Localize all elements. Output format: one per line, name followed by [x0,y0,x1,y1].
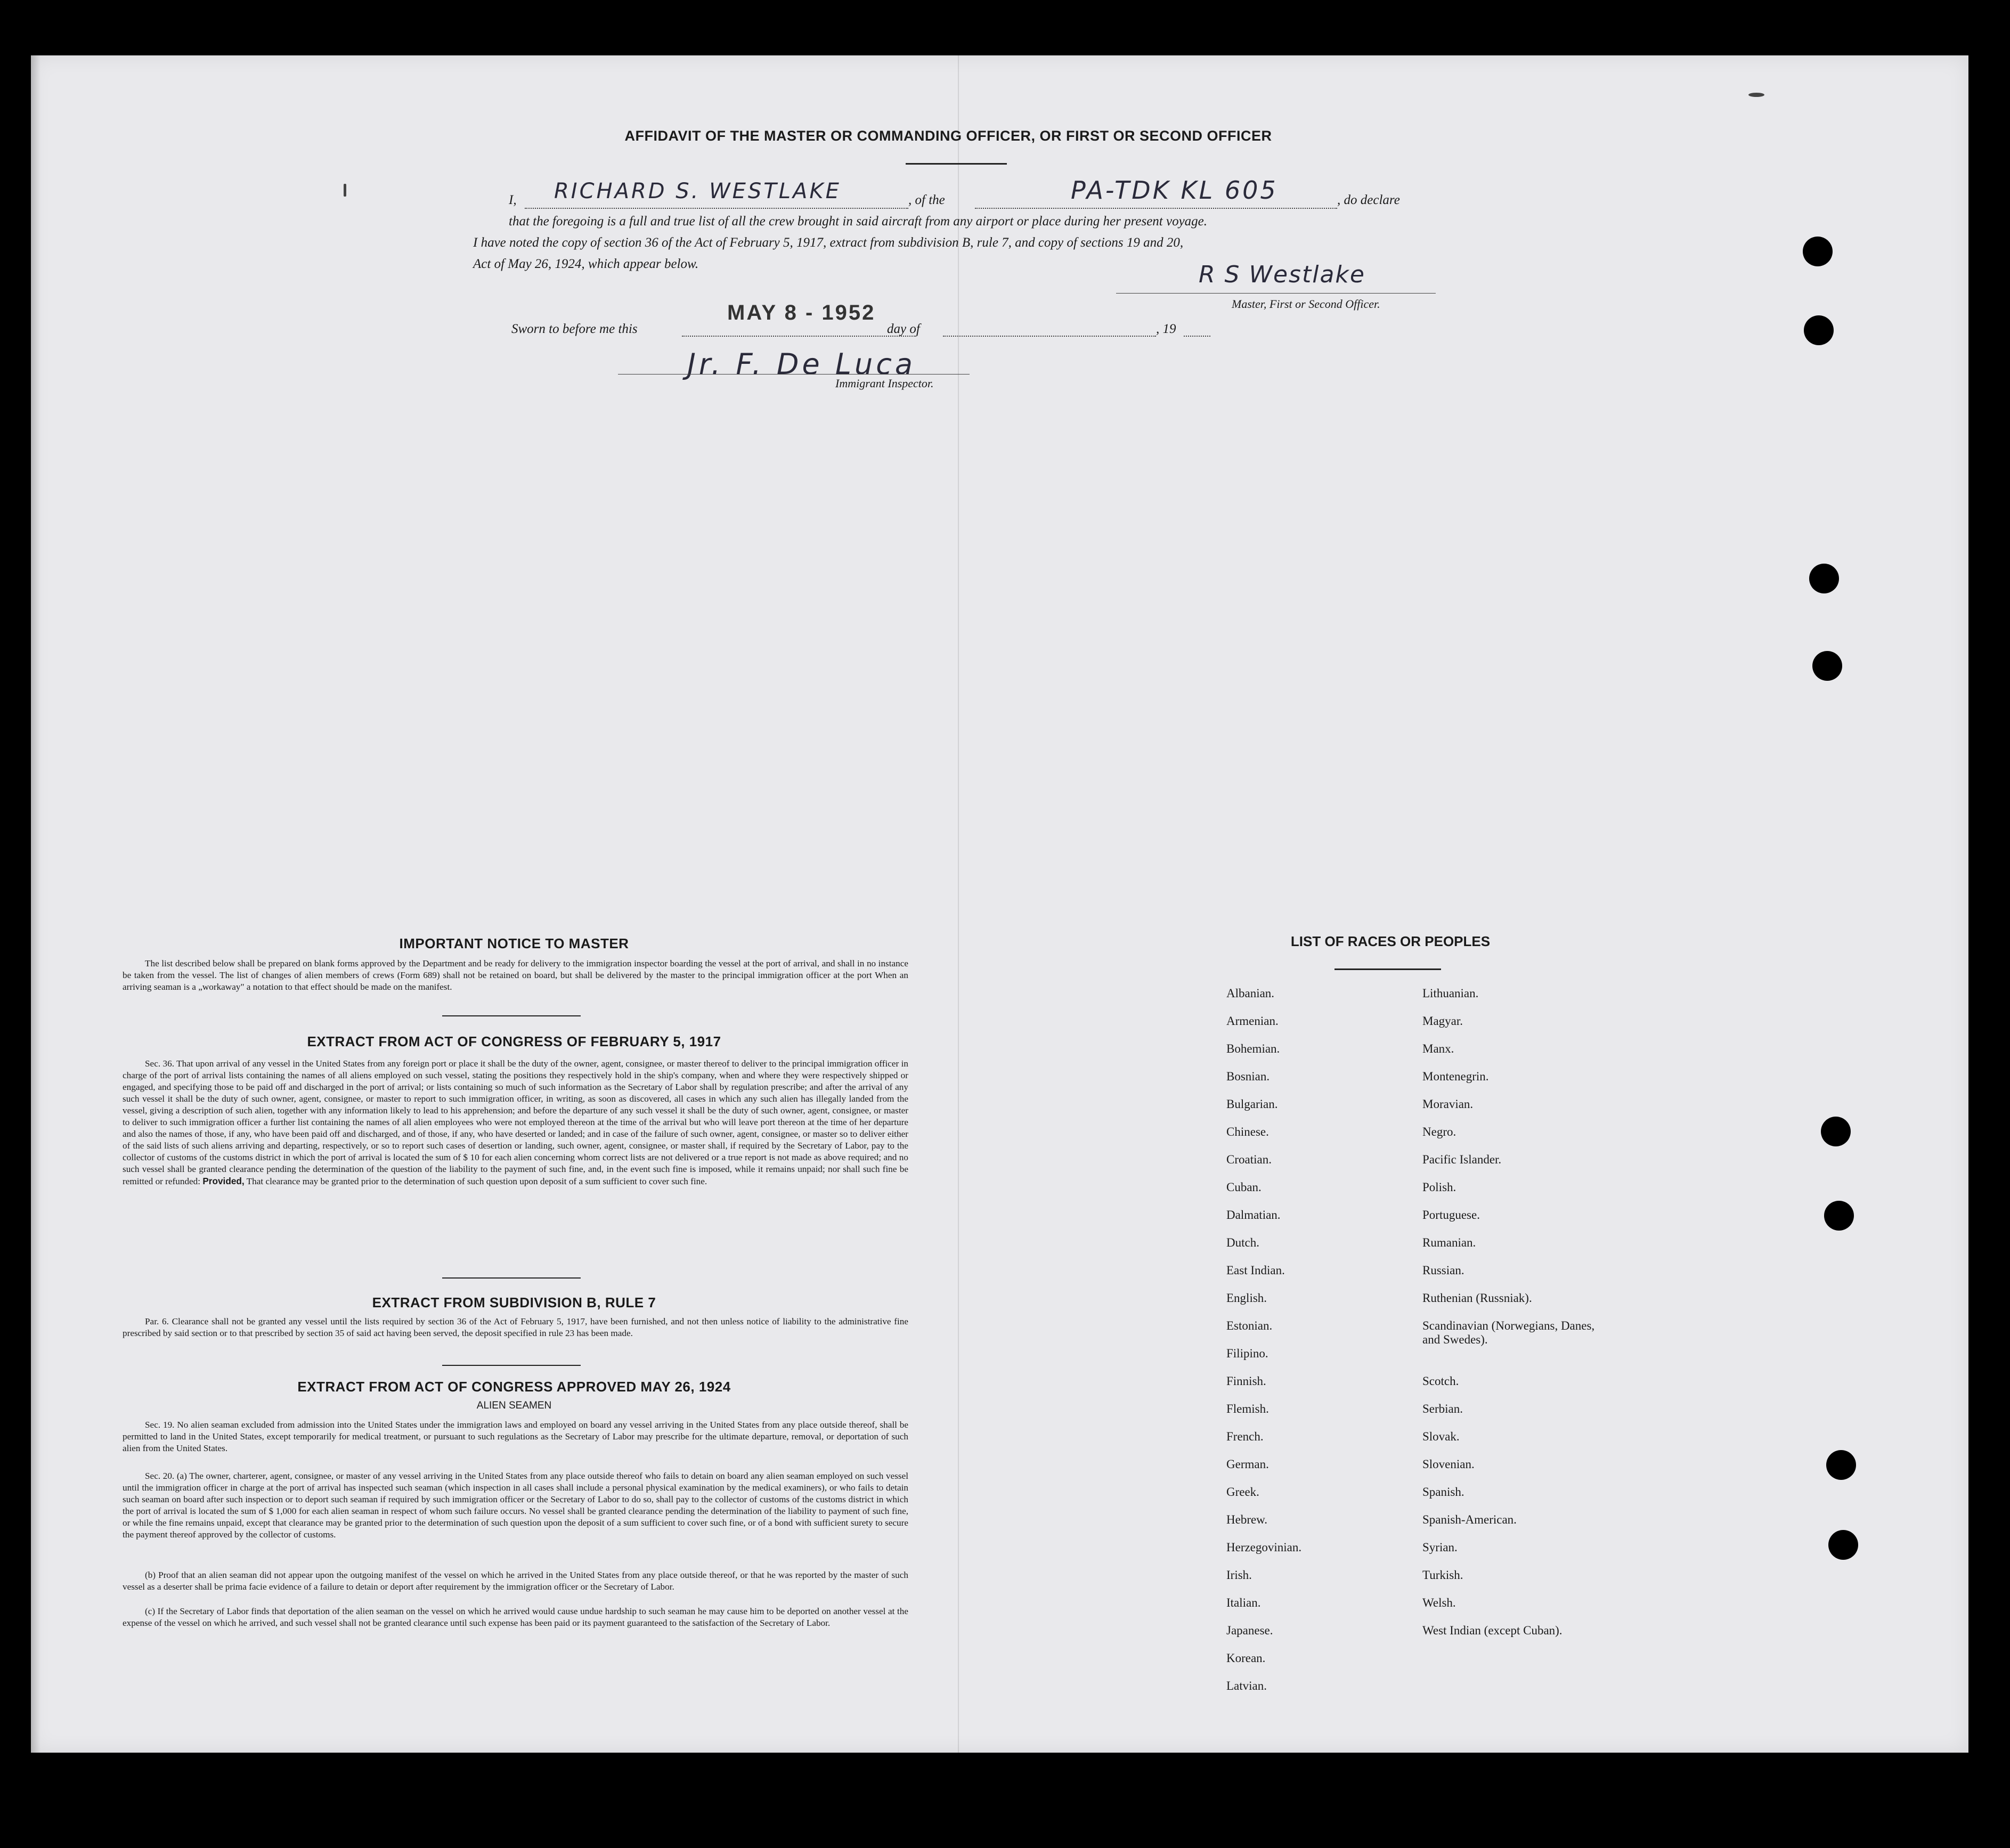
ink-speck [1748,93,1764,97]
race-item: Japanese. [1226,1624,1273,1637]
race-item: West Indian (except Cuban). [1422,1624,1563,1637]
sworn-month-line [943,336,1156,337]
races-title-rule [1334,968,1441,970]
race-item: Pacific Islander. [1422,1153,1502,1166]
extract-rule7-text: Par. 6. Clearance shall not be granted any vessel until the lists required by section 36 of the Act of February 5, 1917, have been furnished, and not then unless notice of liability to the administrative fine prescribed by said section or to that prescribed by section 35 of said act having been served, the deposit specified in rule 23 has been made. [123,1316,908,1338]
race-item: Chinese. [1226,1125,1269,1138]
race-item: Manx. [1422,1042,1454,1055]
race-item: Magyar. [1422,1014,1463,1028]
extract-1917-rule [442,1277,581,1279]
inspector-signature-caption: Immigrant Inspector. [835,377,934,390]
race-item: Croatian. [1226,1153,1272,1166]
race-item: Serbian. [1422,1402,1463,1415]
extract-1917-text [123,1058,908,1187]
extract-1924-subtitle: ALIEN SEAMEN [476,1400,552,1411]
extract-1917-title: EXTRACT FROM ACT OF CONGRESS OF FEBRUARY 5, 1917 [307,1033,721,1049]
extract-1917-provided: Provided, [202,1176,245,1186]
race-item: English. [1226,1291,1267,1305]
sworn-day-of: day of [887,322,920,336]
extract-1924-title: EXTRACT FROM ACT OF CONGRESS APPROVED MAY 26, 1924 [297,1379,731,1395]
affidavit-line-3: I have noted the copy of section 36 of the Act of February 5, 1917, extract from subdivision B, rule 7, and copy of sections 19 and 20, [473,235,1184,250]
races-title: LIST OF RACES OR PEOPLES [1290,933,1491,949]
race-item: French. [1226,1430,1264,1443]
race-item: Dutch. [1226,1236,1259,1249]
race-item: Finnish. [1226,1374,1266,1388]
extract-1924-sec20c: (c) If the Secretary of Labor finds that deportation of the alien seaman on the vessel on which he arrived would cause undue hardship to such seaman he may cause him to be deported on another vessel at the expense of the vessel on which he arrived, and such vessel shall not be granted clearance until such expense has been paid or its payment guaranteed to the satisfaction of the Secretary of Labor. [123,1606,908,1628]
race-item: Korean. [1226,1651,1266,1665]
race-item: Herzegovinian. [1226,1541,1302,1554]
affidavit-line-2: that the foregoing is a full and true list of all the crew brought in said aircraft from any airport or place during her present voyage. [509,214,1208,229]
race-item: Irish. [1226,1568,1252,1582]
race-item: Negro. [1422,1125,1456,1138]
race-item: Bulgarian. [1226,1097,1278,1111]
race-item: Russian. [1422,1264,1464,1277]
sworn-year: , 19 [1156,322,1176,336]
extract-rule7-title: EXTRACT FROM SUBDIVISION B, RULE 7 [372,1295,656,1310]
master-signature-line [1116,293,1436,294]
race-item: Armenian. [1226,1014,1279,1028]
punch-hole [1821,1117,1851,1146]
race-item: Slovak. [1422,1430,1460,1443]
race-item: German. [1226,1458,1269,1471]
race-item: Slovenian. [1422,1458,1475,1471]
affidavit-line-1-of: , of the [908,193,945,207]
aircraft-fill-line [975,208,1337,209]
extract-1917-text-before: Sec. 36. That upon arrival of any vessel in the United States from any foreign port or place it shall be the duty of the owner, agent, consignee, or master thereof to deliver to the principal immigration officer in charge of the port of arrival lists containing the names of all aliens employed on such vessel, stating the positions they respectively hold in the ship's company, when and where they were respectively shipped or engaged, and specifying those to be paid off and discharged in the port of arrival; or lists containing so much of such information as the Secretary of Labor shall by regulation prescribe; and after the arrival of any such vessel it shall be the duty of such owner, agent, consignee, or master to report to such immigration officer, in writing, as soon as discovered, all cases in which any such alien has illegally landed from the vessel, giving a description of such alien, together with any information likely to lead to his apprehension; and before the departure of any such vessel it shall be the duty of such owner, agent, consignee, or master to deliver to such immigration officer a further list containing the names of all alien employees who were not employed thereon at the time of the arrival but who will leave port thereon at the time of her departure and also the names of those, if any, who have been paid off and discharged, and of those, if any, who have deserted or landed; and in case of the failure of such owner, agent, consignee, or master so to deliver either of the said lists of such aliens arriving and departing, respectively, or so to report such cases of desertion or landing, such owner, agent, consignee, or master shall, if required by the Secretary of Labor, pay to the collector of customs of the customs district in which the port of arrival is located the sum of $ 10 for each alien concerning whom correct lists are not delivered or a true report is not made as above required; and no such vessel shall be granted clearance pending the determination of the question of the liability to the payment of such fine, and, in the event such fine is imposed, while it remains unpaid; nor shall such fine be remitted or refunded: [123,1059,908,1186]
punch-hole [1803,237,1833,266]
race-item: Scandinavian (Norwegians, Danes, and Swedes). [1422,1319,1595,1346]
race-item: Estonian. [1226,1319,1273,1332]
race-item: Spanish-American. [1422,1513,1517,1526]
affidavit-line-1-suffix: , do declare [1337,193,1400,207]
punch-hole [1824,1201,1854,1231]
punch-hole [1804,315,1834,345]
race-item: Albanian. [1226,987,1275,1000]
race-item: Syrian. [1422,1541,1458,1554]
extract-1924-sec19: Sec. 19. No alien seaman excluded from admission into the United States under the immigration laws and employed on board any vessel arriving in the United States from any place outside thereof, shall be permitted to land in the United States, except temporarily for medical treatment, or pursuant to such regulations as the Secretary of Labor may prescribe for the ultimate departure, removal, or deportation of such alien from the United States. [123,1420,908,1453]
affidavit-line-4: Act of May 26, 1924, which appear below. [473,257,699,271]
master-signature-caption: Master, First or Second Officer. [1232,297,1380,311]
race-item: Rumanian. [1422,1236,1476,1249]
race-item: Filipino. [1226,1347,1268,1360]
race-item: Cuban. [1226,1181,1262,1194]
punch-hole [1812,651,1842,681]
race-item: Latvian. [1226,1679,1267,1692]
extract-1924-sec20a: Sec. 20. (a) The owner, charterer, agent, consignee, or master of any vessel arriving in the United States from any place outside thereof who fails to detain on board any alien seaman employed on such vessel until the immigration officer in charge at the port of arrival has inspected such seaman (which inspection in all cases shall include a personal physical examination by the medical examiners), or who fails to detain such seaman on board after such inspection or to deport such seaman if required by such immigration officer or the Secretary of Labor to do so, shall pay to the collector of customs of the customs district in which the port of arrival is located the sum of $ 1,000 for each alien seaman in respect of whom such failure occurs. No vessel shall be granted clearance pending the determination of the liability to payment of such fine, or while the fine remains unpaid, except that clearance may be granted prior to the determination of such question upon the deposit of a sum sufficient to cover such fine, or of a bond with sufficient surety to secure the payment thereof approved by the collector of customs. [123,1471,908,1540]
race-item: Bosnian. [1226,1070,1270,1083]
sworn-date-line [682,336,916,337]
inspector-signature: Jr. F. De Luca [687,347,916,381]
race-item: Montenegrin. [1422,1070,1489,1083]
race-item: Greek. [1226,1485,1259,1499]
race-item: Moravian. [1422,1097,1474,1111]
affidavit-title: AFFIDAVIT OF THE MASTER OR COMMANDING OFFICER, OR FIRST OR SECOND OFFICER [624,128,1272,144]
race-item: Scotch. [1422,1374,1459,1388]
sworn-prefix: Sworn to before me this [511,322,638,336]
master-name-handwritten: RICHARD S. WESTLAKE [554,179,841,203]
race-item: Bohemian. [1226,1042,1280,1055]
inspector-signature-line [618,374,970,375]
extract-1924-sec20b: (b) Proof that an alien seaman did not appear upon the outgoing manifest of the vessel on which he arrived in the United States from any place outside thereof, or that he was reported by the master of such vessel as a deserter shall be prima facie evidence of a failure to detain or deport after requirement by the immigration officer or the Secretary of Labor. [123,1570,908,1592]
race-item: Welsh. [1422,1596,1456,1609]
sworn-year-line [1184,336,1210,337]
ink-speck [344,184,346,197]
punch-hole [1826,1450,1856,1480]
sworn-date-stamp: MAY 8 - 1952 [727,301,876,324]
race-item: Italian. [1226,1596,1261,1609]
notice-text: The list described below shall be prepared on blank forms approved by the Department and be ready for delivery to the immigration inspector boarding the vessel at the port of arrival, and shall in no instance be taken from the vessel. The list of changes of alien members of crews (Form 689) shall not be retained on board, but shall be delivered by the master to the principal immigration officer at the port When an arriving seaman is a „workaway" a notation to that effect should be made on the manifest. [123,958,908,992]
name-fill-line [525,208,908,209]
center-fold [958,55,959,1753]
race-item: Spanish. [1422,1485,1464,1499]
punch-hole [1809,564,1839,593]
race-item: Turkish. [1422,1568,1463,1582]
race-item: Flemish. [1226,1402,1269,1415]
notice-rule [442,1015,581,1016]
affidavit-line-1-prefix: I, [509,193,517,207]
affidavit-title-rule [906,163,1007,165]
sheet-edge-shadow [31,55,40,1753]
master-signature: R S Westlake [1199,261,1365,288]
notice-title: IMPORTANT NOTICE TO MASTER [399,935,629,951]
aircraft-handwritten: PA-TDK KL 605 [1071,176,1278,205]
race-item: Ruthenian (Russniak). [1422,1291,1532,1305]
punch-hole [1828,1530,1858,1560]
race-item: Hebrew. [1226,1513,1268,1526]
race-item: Polish. [1422,1181,1456,1194]
race-item: Lithuanian. [1422,987,1479,1000]
race-item: Portuguese. [1422,1208,1480,1222]
extract-rule7-rule [442,1365,581,1366]
race-item: Dalmatian. [1226,1208,1281,1222]
extract-1917-text-after: That clearance may be granted prior to the determination of such question upon deposit of a sum sufficient to cover such fine. [246,1176,707,1186]
race-item: East Indian. [1226,1264,1285,1277]
